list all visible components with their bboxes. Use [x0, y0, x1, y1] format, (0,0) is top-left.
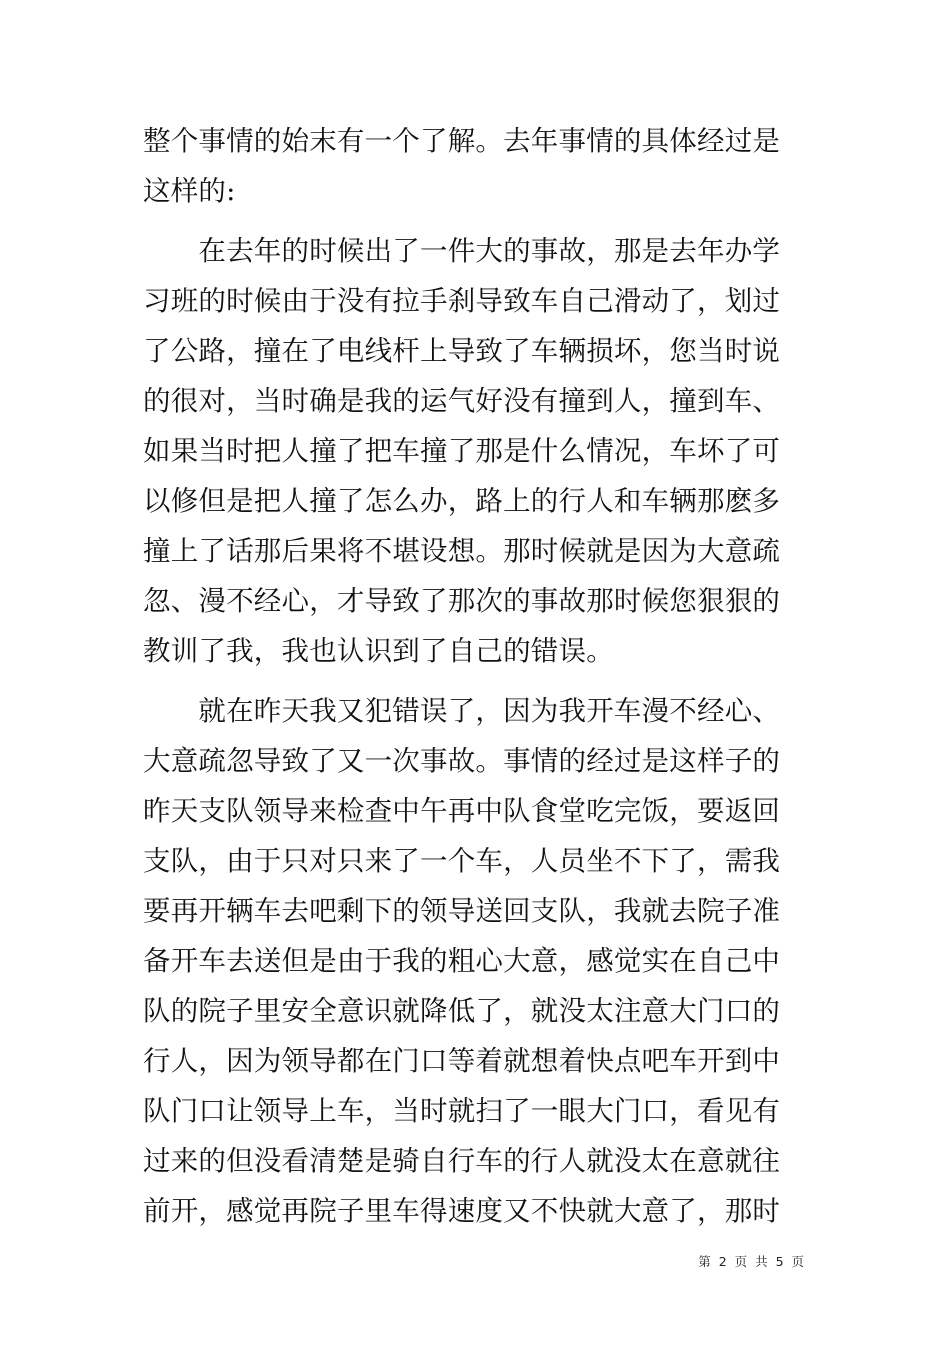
page-number: 第 2 页 共 5 页 — [698, 1254, 806, 1269]
text-line-5: 了公路，撞在了电线杆上导致了车辆损坏，您当时说 — [143, 335, 781, 367]
text-line-4: 习班的时候由于没有拉手刹导致车自己滑动了，划过 — [143, 285, 781, 317]
text-line-9: 撞上了话那后果将不堪设想。那时候就是因为大意疏 — [143, 535, 781, 567]
text-line-21: 过来的但没看清楚是骑自行车的行人就没太在意就往 — [143, 1145, 781, 1177]
text-line-22: 前开，感觉再院子里车得速度又不快就大意了，那时 — [143, 1195, 781, 1227]
text-line-1: 整个事情的始末有一个了解。去年事情的具体经过是 — [143, 125, 781, 157]
text-line-7: 如果当时把人撞了把车撞了那是什么情况，车坏了可 — [143, 435, 781, 467]
text-line-16: 要再开辆车去吧剩下的领导送回支队，我就去院子准 — [143, 895, 781, 927]
text-line-3: 在去年的时候出了一件大的事故，那是去年办学 — [143, 235, 781, 267]
text-line-15: 支队，由于只对只来了一个车，人员坐不下了，需我 — [143, 845, 781, 877]
text-line-20: 队门口让领导上车，当时就扫了一眼大门口，看见有 — [143, 1095, 781, 1127]
text-line-10: 忽、漫不经心，才导致了那次的事故那时候您狠狠的 — [143, 585, 781, 617]
paragraph-gap — [143, 216, 783, 226]
text-line-6: 的很对，当时确是我的运气好没有撞到人，撞到车、 — [143, 385, 781, 417]
text-line-11: 教训了我，我也认识到了自己的错误。 — [143, 635, 614, 667]
text-line-19: 行人，因为领导都在门口等着就想着快点吧车开到中 — [143, 1045, 781, 1077]
text-line-8: 以修但是把人撞了怎么办，路上的行人和车辆那麽多 — [143, 485, 781, 517]
text-line-13: 大意疏忽导致了又一次事故。事情的经过是这样子的 — [143, 745, 781, 777]
text-line-2: 这样的: — [143, 175, 236, 207]
paragraph-gap — [143, 676, 783, 686]
body-text — [143, 116, 783, 1236]
text-line-12: 就在昨天我又犯错误了，因为我开车漫不经心、 — [143, 695, 781, 727]
text-line-18: 队的院子里安全意识就降低了，就没太注意大门口的 — [143, 995, 781, 1027]
text-line-14: 昨天支队领导来检查中午再中队食堂吃完饭，要返回 — [143, 795, 781, 827]
text-line-17: 备开车去送但是由于我的粗心大意，感觉实在自己中 — [143, 945, 781, 977]
